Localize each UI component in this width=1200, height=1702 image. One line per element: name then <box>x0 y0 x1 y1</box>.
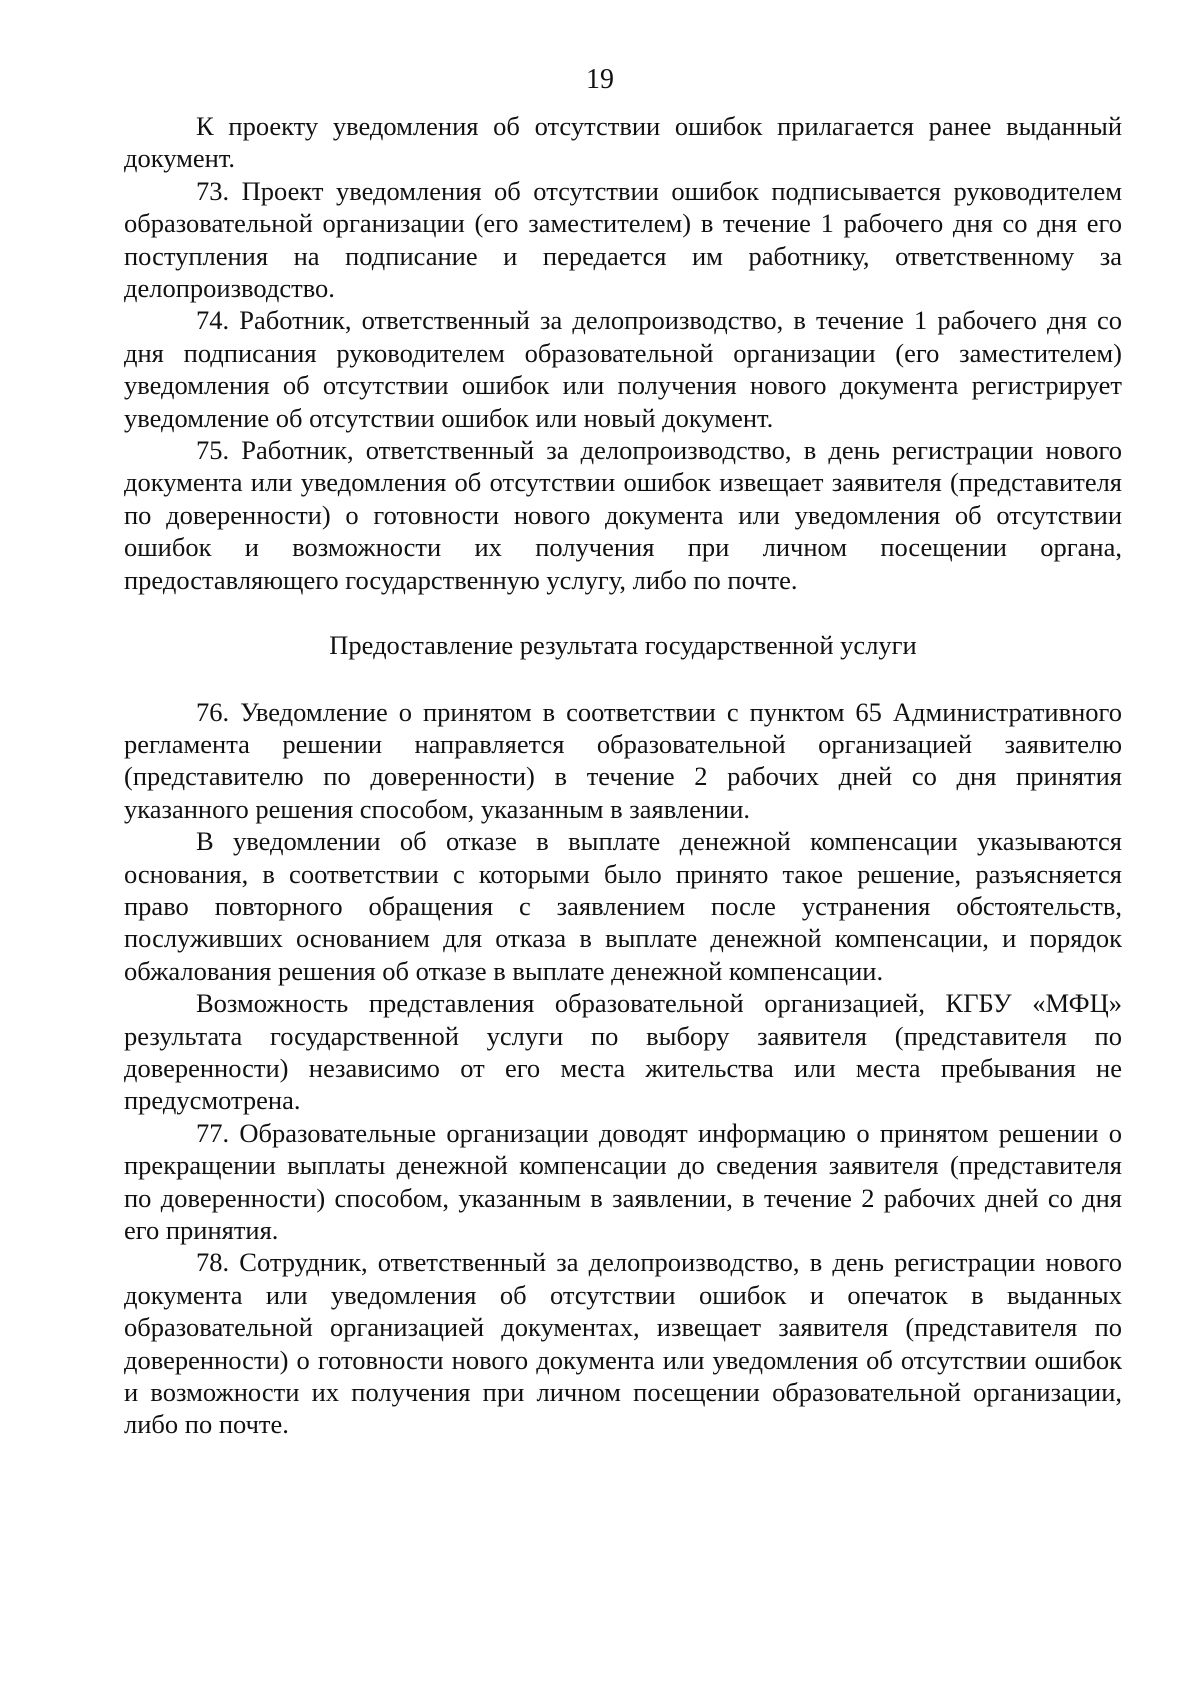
paragraph-73: 73. Проект уведомления об отсутствии ошибок подписывается руководителем образовательной организации (его заместителем) в течение 1 рабочего дня со дня его поступления на подписание и передается им работнику, ответственному за делопроизводство. <box>124 175 1122 304</box>
paragraph-76: 76. Уведомление о принятом в соответствии с пунктом 65 Административного регламента решении направляется образовательной организацией заявителю (представителю по доверенности) в течение 2 рабочих дней со дня принятия указанного решения способом, указанным в заявлении. <box>124 696 1122 824</box>
section-heading: Предоставление результата государственной услуги <box>329 630 917 661</box>
document-body <box>124 110 1122 1441</box>
paragraph-refusal-notice: В уведомлении об отказе в выплате денежной компенсации указываются основания, в соответствии с которыми было принято такое решение, разъясняется право повторного обращения с заявлением после устранения обстоятельств, послуживших основанием для отказа в выплате денежной компенсации, и порядок обжалования решения об отказе в выплате денежной компенсации. <box>124 826 1122 986</box>
paragraph-74: 74. Работник, ответственный за делопроизводство, в течение 1 рабочего дня со дня подписания руководителем образовательной организации (его заместителем) уведомления об отсутствии ошибок или получения нового документа регистрирует уведомление об отсутствии ошибок или новый документ. <box>124 305 1122 433</box>
paragraph-78: 78. Сотрудник, ответственный за делопроизводство, в день регистрации нового документа или уведомления об отсутствии ошибок и опечаток в выданных образовательной организацией документах, извещает заявителя (представителя по доверенности) о готовности нового документа или уведомления об отсутствии ошибок и возможности их получения при личном посещении образовательной организации, либо по почте. <box>124 1247 1122 1440</box>
paragraph-delivery-possibility: Возможность представления образовательной организацией, КГБУ «МФЦ» результата государственной услуги по выбору заявителя (представителя по доверенности) независимо от его места жительства или места пребывания не предусмотрена. <box>124 988 1122 1116</box>
paragraph-attachment-note: К проекту уведомления об отсутствии ошибок прилагается ранее выданный документ. <box>124 111 1122 174</box>
page-number: 19 <box>586 64 614 95</box>
paragraph-75: 75. Работник, ответственный за делопроизводство, в день регистрации нового документа или уведомления об отсутствии ошибок извещает заявителя (представителя по доверенности) о готовности нового документа или уведомления об отсутствии ошибок и возможности их получения при личном посещении органа, предоставляющего государственную услугу, либо по почте. <box>124 435 1122 595</box>
paragraph-77: 77. Образовательные организации доводят информацию о принятом решении о прекращении выплаты денежной компенсации до сведения заявителя (представителя по доверенности) способом, указанным в заявлении, в течение 2 рабочих дней со дня его принятия. <box>124 1117 1122 1245</box>
